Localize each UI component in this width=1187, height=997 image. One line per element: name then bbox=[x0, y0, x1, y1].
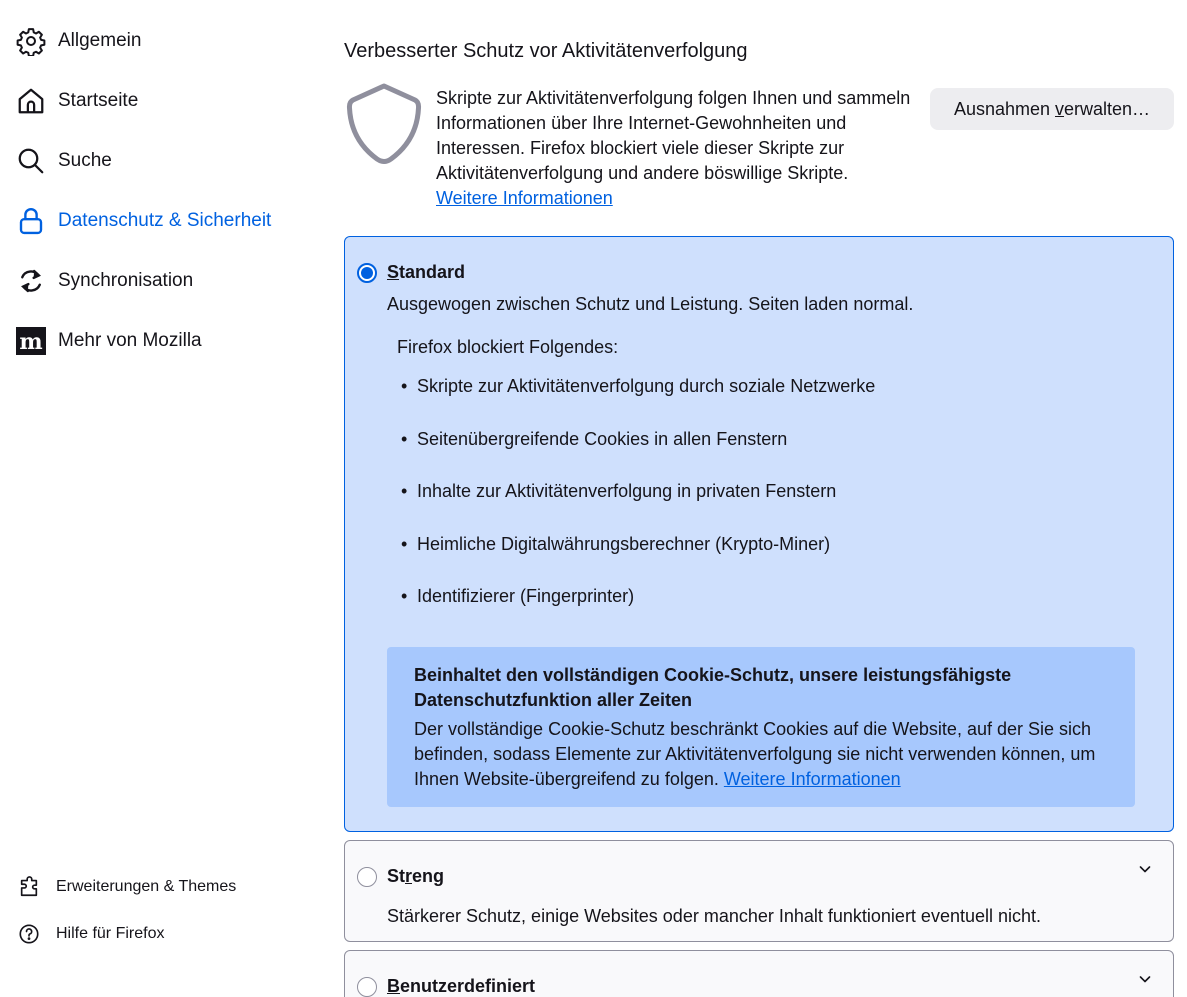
sidebar-item-label: Allgemein bbox=[58, 30, 142, 51]
home-icon bbox=[16, 86, 46, 116]
sidebar-item-label: Erweiterungen & Themes bbox=[56, 878, 237, 895]
sidebar-item-suche[interactable] bbox=[16, 141, 112, 181]
title-rest: enutzerdefiniert bbox=[400, 976, 536, 996]
title-pre: St bbox=[387, 866, 405, 886]
sidebar-item-allgemein[interactable] bbox=[16, 21, 141, 61]
accesskey-char: r bbox=[405, 866, 413, 886]
tcp-learn-more-link[interactable]: Weitere Informationen bbox=[723, 769, 901, 789]
svg-text:m: m bbox=[19, 329, 43, 355]
accesskey-char: S bbox=[387, 262, 400, 282]
sidebar-item-label: Mehr von Mozilla bbox=[58, 330, 202, 351]
sidebar-item-startseite[interactable] bbox=[16, 81, 138, 121]
etp-description bbox=[436, 86, 926, 211]
gear-icon bbox=[16, 26, 46, 56]
list-item: • Seitenübergreifende Cookies in allen Fenstern bbox=[401, 428, 788, 449]
sidebar-item-extensions[interactable] bbox=[18, 872, 236, 902]
option-standard-card[interactable] bbox=[344, 236, 1174, 832]
sidebar-item-label: Startseite bbox=[58, 90, 139, 111]
sidebar-item-label: Hilfe für Firefox bbox=[56, 925, 165, 942]
option-title bbox=[387, 866, 444, 887]
sidebar-item-label: Suche bbox=[58, 150, 112, 171]
option-streng-card[interactable] bbox=[344, 840, 1174, 942]
puzzle-icon bbox=[18, 876, 40, 898]
list-item: • Inhalte zur Aktivitätenverfolgung in privaten Fenstern bbox=[401, 481, 837, 501]
option-description: Ausgewogen zwischen Schutz und Leistung. Seiten laden normal. bbox=[387, 294, 914, 314]
list-item: • Skripte zur Aktivitätenverfolgung durch soziale Netzwerke bbox=[401, 376, 876, 396]
mozilla-icon bbox=[16, 326, 46, 356]
option-custom-card[interactable] bbox=[344, 950, 1174, 997]
chevron-down-icon[interactable] bbox=[1137, 971, 1153, 987]
sidebar bbox=[0, 0, 320, 997]
custom-radio[interactable] bbox=[357, 977, 377, 997]
option-title bbox=[387, 976, 535, 997]
tcp-body-text: Der vollständige Cookie-Schutz beschränkt Cookies auf die Website, auf der Sie sich befinden, sodass Elemente zur Aktivitätenverfolgung sie nicht verwenden können, um Ihnen Website-übergreifend zu folgen. bbox=[414, 719, 1096, 789]
standard-radio[interactable] bbox=[357, 263, 377, 283]
tcp-title: Beinhaltet den vollständigen Cookie-Schutz, unsere leistungsfähigste Datenschutzfunktion aller Zeiten bbox=[414, 665, 1012, 710]
option-description: Stärkerer Schutz, einige Websites oder mancher Inhalt funktioniert eventuell nicht. bbox=[387, 906, 1042, 926]
manage-exceptions-button[interactable] bbox=[930, 88, 1174, 130]
list-item-text: Heimliche Digitalwährungsberechner (Krypto-Miner) bbox=[417, 533, 831, 554]
sidebar-item-datenschutz[interactable] bbox=[16, 201, 271, 241]
option-title bbox=[387, 262, 465, 283]
accesskey-char: B bbox=[387, 976, 400, 996]
title-rest: tandard bbox=[399, 262, 466, 282]
list-item-text: Inhalte zur Aktivitätenverfolgung in privaten Fenstern bbox=[417, 481, 837, 501]
sidebar-item-synchronisation[interactable] bbox=[16, 261, 193, 301]
accesskey-char: v bbox=[1055, 98, 1065, 119]
search-icon bbox=[16, 146, 46, 176]
help-icon bbox=[18, 923, 40, 945]
sidebar-item-mozilla[interactable] bbox=[16, 321, 202, 361]
list-item: • Heimliche Digitalwährungsberechner (Krypto-Miner) bbox=[401, 533, 831, 554]
learn-more-link[interactable]: Weitere Informationen bbox=[436, 188, 613, 208]
sync-icon bbox=[16, 266, 46, 296]
tcp-body bbox=[414, 717, 1108, 792]
list-item-text: Skripte zur Aktivitätenverfolgung durch soziale Netzwerke bbox=[417, 376, 876, 396]
button-text-post: erwalten… bbox=[1064, 98, 1151, 119]
total-cookie-protection-box bbox=[387, 647, 1135, 807]
section-title: Verbesserter Schutz vor Aktivitätenverfolgung bbox=[344, 40, 748, 62]
blocks-label: Firefox blockiert Folgendes: bbox=[397, 337, 619, 357]
list-item: • Identifizierer (Fingerprinter) bbox=[401, 586, 635, 606]
sidebar-item-label: Synchronisation bbox=[58, 270, 194, 291]
sidebar-item-label: Datenschutz & Sicherheit bbox=[58, 210, 272, 231]
list-item-text: Seitenübergreifende Cookies in allen Fenstern bbox=[417, 428, 788, 449]
shield-icon bbox=[346, 82, 422, 166]
lock-icon bbox=[16, 206, 46, 236]
blocked-items-list bbox=[401, 376, 875, 639]
list-item-text: Identifizierer (Fingerprinter) bbox=[417, 586, 635, 606]
button-text-pre: Ausnahmen bbox=[953, 98, 1056, 119]
chevron-down-icon[interactable] bbox=[1137, 861, 1153, 877]
sidebar-item-help[interactable] bbox=[18, 919, 164, 949]
title-rest: eng bbox=[412, 866, 445, 886]
etp-description-text: Skripte zur Aktivitätenverfolgung folgen Ihnen und sammeln Informationen über Ihre Internet-Gewohnheiten und Interessen. Firefox blockiert viele dieser Skripte zur Aktivitätenverfolgung und andere böswillige Skripte. bbox=[436, 88, 911, 183]
streng-radio[interactable] bbox=[357, 867, 377, 887]
